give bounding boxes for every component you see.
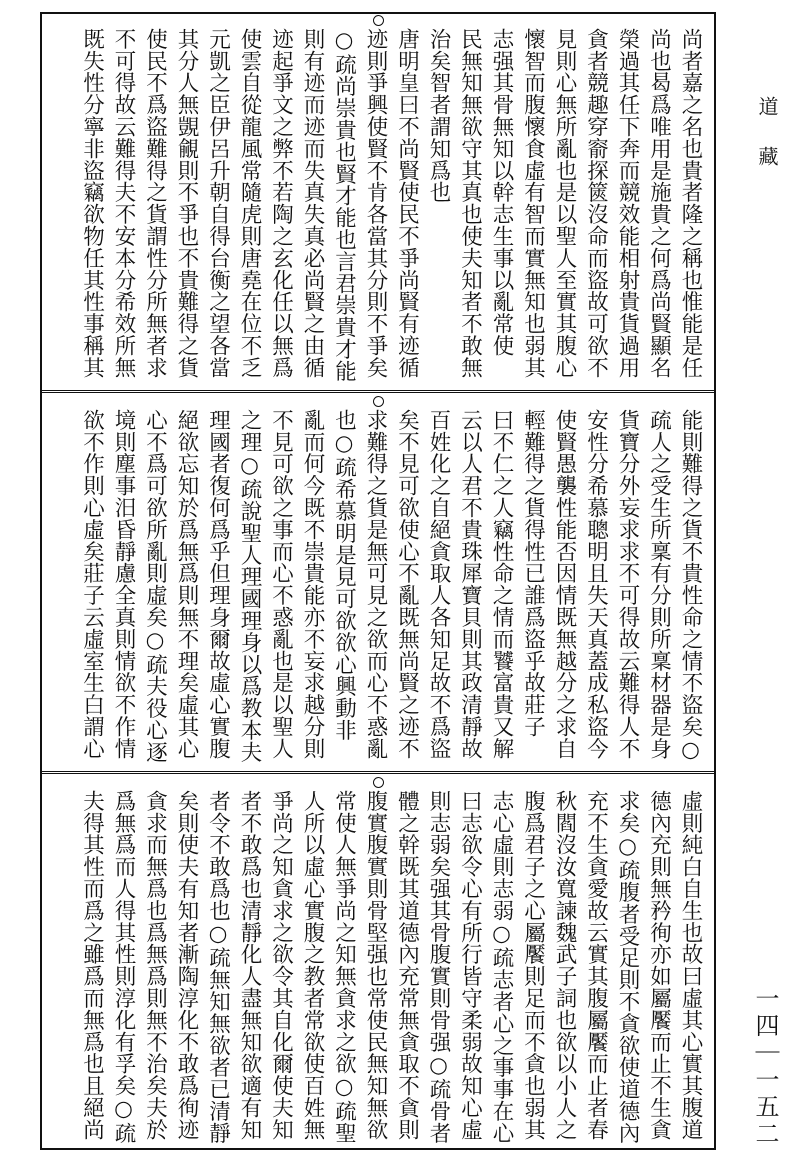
- text-column: 唐明皇曰不尚賢使民不爭尚賢有迹循: [394, 28, 420, 379]
- text-column: 民無知無欲守其真也使夫知者不敢無: [457, 28, 483, 379]
- text-column: 使民不爲盜難得之貨謂性分所無者求: [142, 28, 168, 379]
- text-column: 矣不見可欲使心不亂既無尚賢之迹不: [394, 409, 420, 760]
- text-column: 則志弱矣强其骨腹實則骨强○疏骨者: [426, 790, 451, 1144]
- text-column: 貪者競趣穿窬探篋沒命而盜故可欲不: [583, 28, 609, 379]
- text-column: 不可得故云難得夫不安本分希效所無: [111, 28, 136, 379]
- text-column: 求矣○疏腹者受足則不貪欲使道德內: [615, 790, 640, 1144]
- text-column: 見則心無所亂也是以聖人至實其腹心: [552, 28, 577, 379]
- text-column: 既失性分寧非盜竊欲物任其性事稱其: [79, 28, 105, 379]
- text-column: 夫得其性而爲之雖爲而無爲也且絕尚: [79, 790, 105, 1141]
- text-column: 腹實腹實則骨堅强也常使民無知無欲: [363, 790, 388, 1141]
- text-column: 爭尚之知貪求之欲令其自化爾使夫知: [268, 790, 294, 1141]
- right-margin: [716, 0, 800, 1162]
- page-frame: [40, 12, 716, 1150]
- text-column: 虛則純白自生也故曰虛其心實其腹道: [678, 790, 703, 1141]
- text-column: 志心虛則志弱○疏志者心之事事在心: [489, 790, 514, 1144]
- collection-title: 道藏: [755, 96, 779, 196]
- text-column: 曰志欲令心有所行皆守柔弱故知心虛: [457, 790, 483, 1141]
- text-panel-2: [42, 395, 714, 771]
- text-column: 充不生貪愛故云實其腹屬饜而止者春: [583, 790, 609, 1141]
- text-column: 使賢愚襲性能否因情既無越分之求自: [552, 409, 577, 760]
- text-column: 者令不敢爲也○疏無知無欲者已清靜: [205, 790, 231, 1144]
- text-column: 之理○疏說聖人理國理身以爲教本夫: [237, 409, 262, 763]
- text-column: 云以人君不貴珠犀寶貝則其政清靜故: [457, 409, 483, 760]
- text-column: 心不爲可欲所亂則虛矣○疏夫役心逐: [142, 409, 168, 763]
- text-column: 欲不作則心虛矣莊子云虛室生白謂心: [79, 409, 105, 760]
- text-column: 人所以虛心實腹之教者常欲使百姓無: [300, 790, 325, 1141]
- page-number: 一四｜一五二: [751, 986, 779, 1148]
- text-column: 秋閻沒汝寬諫魏武子詞也欲以小人之: [552, 790, 577, 1141]
- text-column: 榮過其任下奔而競效能相射貴貨過用: [615, 28, 640, 379]
- text-column: 腹爲君子之心屬饜則足而不貪也弱其: [520, 790, 546, 1141]
- section-circle-mark: [373, 15, 384, 26]
- text-column: 懷智而腹懷食虛有智而實無知也弱其: [520, 28, 546, 379]
- text-column: 元凱之臣伊呂升朝自得台衡之望各當: [205, 28, 231, 379]
- text-column: 其分人無覬覦則不爭也不貴難得之貨: [174, 28, 199, 379]
- section-circle-mark: [373, 777, 384, 788]
- text-column: 者不敢爲也清靜化人盡無知欲適有知: [237, 790, 262, 1141]
- text-column: 不見可欲之事而心不惑亂也是以聖人: [268, 409, 294, 760]
- text-column: 尚者嘉之名也貴者隆之稱也惟能是任: [678, 28, 703, 379]
- text-column: 治矣智者謂知爲也: [426, 28, 451, 204]
- panel-divider: [42, 771, 714, 774]
- text-column: 尚也曷爲唯用是施貴之何爲尚賢顯名: [646, 28, 672, 379]
- text-column: 貪求而無爲也爲無爲則無不治矣夫於: [142, 790, 168, 1141]
- text-column: 絕欲忘知於爲無爲則無不理矣虛其心: [174, 409, 199, 760]
- text-column: 能則難得之貨不貴性命之情不盜矣○: [678, 409, 703, 763]
- text-column: 則有迹而迹而失真失真必尚賢之由循: [300, 28, 325, 379]
- text-column: 疏人之受生所稟有分則所稟材器是身: [646, 409, 672, 760]
- text-column: 理國者復何爲乎但理身爾故虛心實腹: [205, 409, 231, 760]
- text-column: 常使人無爭尚之知無貪求之欲○疏聖: [331, 790, 357, 1144]
- text-column: 境則塵事汨昏靜慮全真則情欲不作情: [111, 409, 136, 760]
- text-column: 矣則使夫有知者漸陶淳化不敢爲徇迹: [174, 790, 199, 1141]
- text-column: 體之幹既其道德內充常無貪取不貪則: [394, 790, 420, 1141]
- text-column: 使雲自從龍風常隨虎則唐堯在位不乏: [237, 28, 262, 379]
- text-column: 貨寶分外妄求求不可得故云難得人不: [615, 409, 640, 760]
- text-panel-1: [42, 14, 714, 390]
- column-text: [50, 790, 706, 1142]
- text-column: 亂而何今既不崇貴能亦不妄求越分則: [300, 409, 325, 760]
- text-column: 德內充則無矜徇亦如屬饜而止不生貪: [646, 790, 672, 1141]
- section-circle-mark: [373, 396, 384, 407]
- text-column: ○疏尚崇貴也賢才能也言君崇貴才能: [331, 28, 357, 382]
- text-column: 百姓化之自絕貪取人各知足故不爲盜: [426, 409, 451, 760]
- text-column: 安性分希慕聰明且失天真蓋成私盜今: [583, 409, 609, 760]
- text-panel-3: [42, 776, 714, 1148]
- text-column: 曰不仁之人竊性命之情而饕富貴又解: [489, 409, 514, 760]
- text-column: 求難得之貨是無可見之欲而心不惑亂: [363, 409, 388, 760]
- column-text: [50, 409, 706, 765]
- text-column: 輕難得之貨得性已誰爲盜乎故莊子: [520, 409, 546, 738]
- panel-divider: [42, 390, 714, 393]
- text-column: 迹起爭文之弊不若陶之玄化任以無爲: [268, 28, 294, 379]
- text-column: 爲無爲而人得其性則淳化有孚矣○疏: [111, 790, 136, 1144]
- text-column: 志强其骨無知以幹志生事以亂常使: [489, 28, 514, 357]
- column-text: [50, 28, 706, 384]
- text-column: 迹則爭興使賢不肯各當其分則不爭矣: [363, 28, 388, 379]
- text-column: 也○疏希慕明是見可欲欲心興動非: [331, 409, 357, 741]
